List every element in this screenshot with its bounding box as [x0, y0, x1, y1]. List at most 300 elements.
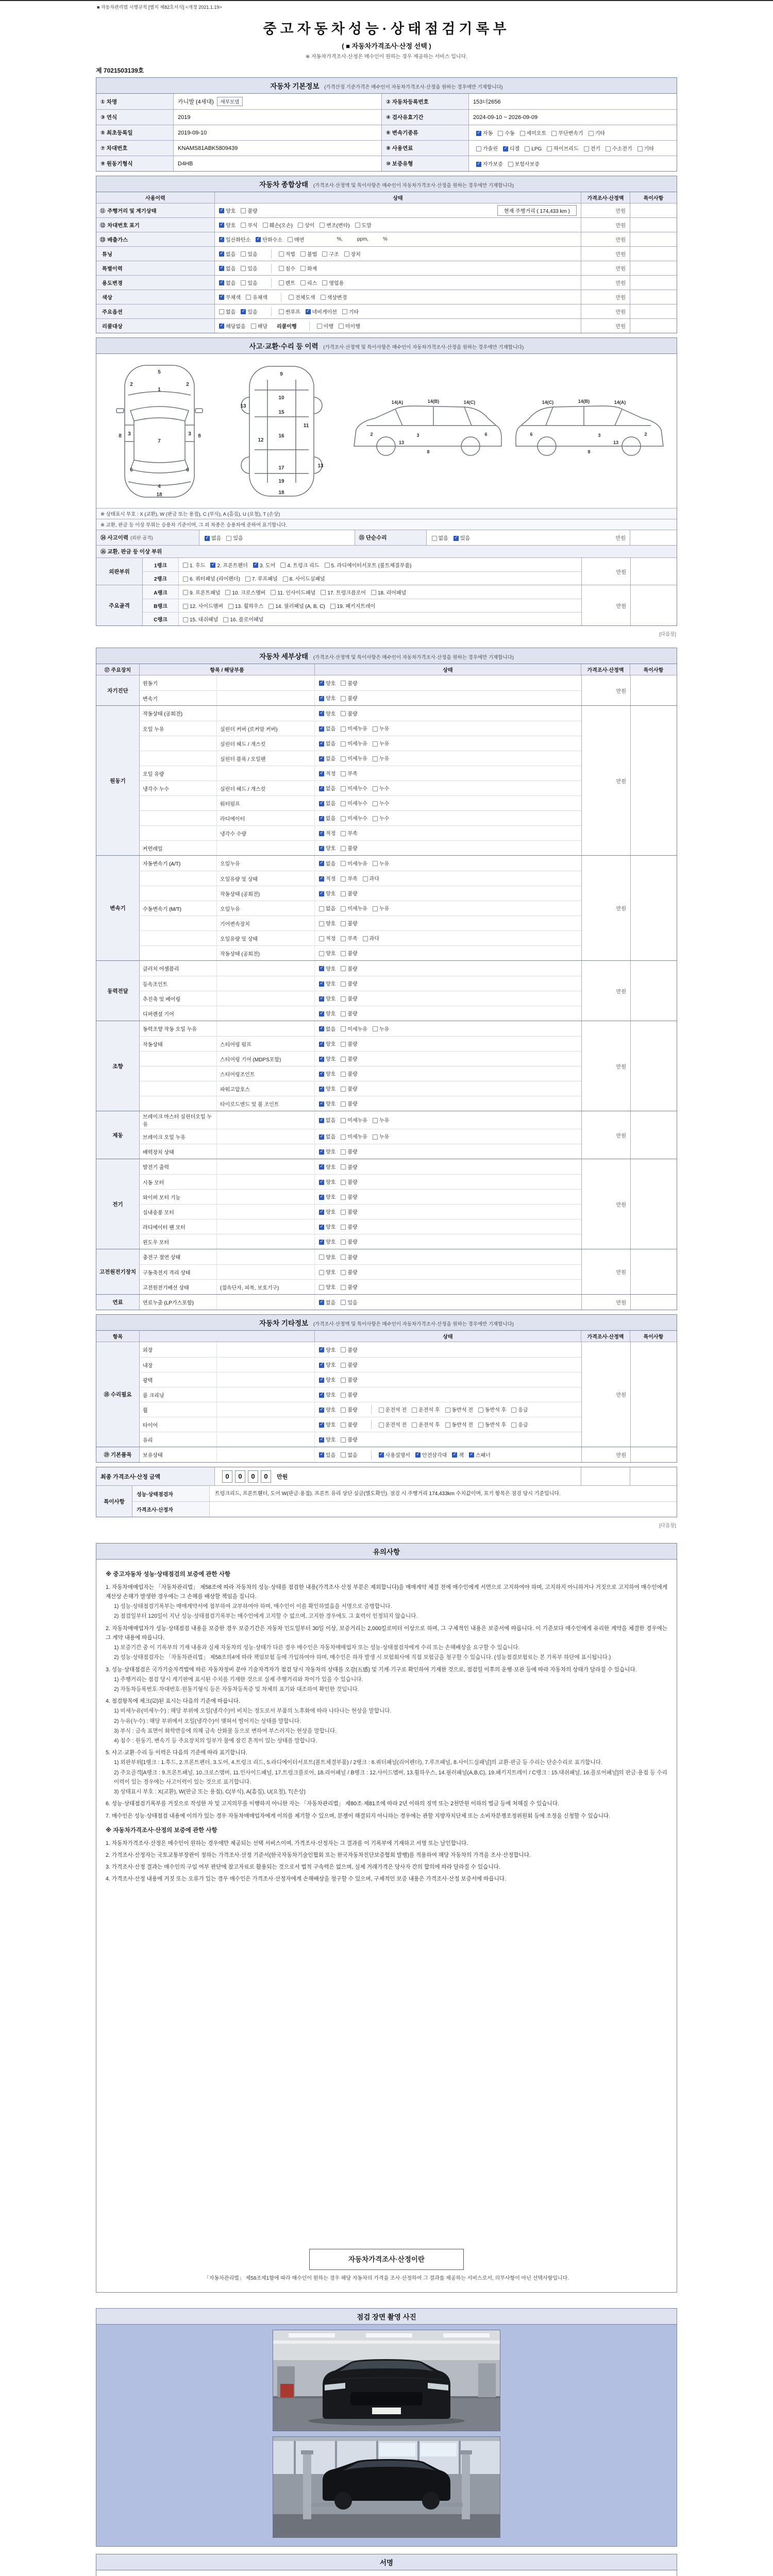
checkbox-option[interactable]	[551, 131, 583, 137]
subitem-label: 작동상태 (공회전)	[217, 946, 315, 960]
option-group	[319, 1009, 363, 1018]
checkbox-option[interactable]	[298, 223, 314, 229]
checkbox-option[interactable]	[341, 1225, 357, 1230]
checkbox-option[interactable]	[363, 936, 379, 942]
checkbox-option[interactable]	[341, 786, 367, 792]
checkbox-option[interactable]	[637, 146, 654, 152]
option-label: 없음	[326, 1118, 336, 1124]
checkbox-option[interactable]	[520, 131, 547, 137]
checkbox-option[interactable]	[341, 981, 357, 987]
checkbox-option[interactable]	[289, 295, 315, 301]
item-state	[315, 871, 581, 886]
basic-info-row	[96, 125, 677, 140]
checkbox-icon	[412, 1422, 417, 1428]
option-group	[319, 693, 363, 703]
checkbox-option[interactable]	[341, 861, 367, 867]
checkbox-option[interactable]	[589, 131, 605, 137]
subitem-label	[217, 1295, 315, 1310]
checkbox-option[interactable]	[319, 1149, 335, 1155]
checkbox-option[interactable]	[219, 295, 241, 301]
checkbox-option[interactable]	[373, 1134, 389, 1140]
checkbox-option[interactable]	[319, 816, 335, 822]
checkbox-option[interactable]	[373, 906, 389, 912]
price-cell: 만원	[581, 706, 630, 855]
option-label: 불량	[347, 1011, 358, 1017]
checkbox-icon	[228, 604, 233, 609]
checkbox-option[interactable]	[363, 876, 379, 882]
notice-subitem-text: 1) 외판부위[1랭크 : 1.후드, 2.프론트펜더, 3.도어, 4.트렁크 리드, 5.라디에이터서포트(볼트체결부품) / 2랭크 : 6.쿼터패널(리어펜더), 7.루프패널, 8.사이드실패널]의 교환·판금 등 수리는 단순수리로 표기합니다.	[114, 1759, 602, 1766]
svg-text:6: 6	[530, 431, 533, 437]
checkbox-option[interactable]	[319, 831, 335, 837]
checkbox-option[interactable]	[183, 561, 205, 569]
notices-body	[96, 1560, 677, 2292]
checkbox-option[interactable]	[319, 1072, 335, 1077]
checkbox-option[interactable]	[319, 1165, 335, 1171]
etc-cell	[630, 1159, 677, 1249]
checkbox-icon	[246, 295, 251, 300]
checkbox-option[interactable]	[547, 146, 578, 152]
checkbox-option[interactable]	[319, 1057, 335, 1062]
checkbox-option[interactable]	[319, 1378, 335, 1383]
item-label: 브레이크 오일 누유	[140, 1129, 217, 1144]
checkbox-option[interactable]	[319, 786, 335, 792]
checkbox-icon	[520, 131, 525, 136]
checkbox-option[interactable]	[511, 1422, 528, 1428]
etc-cell	[630, 1111, 677, 1159]
checkbox-option[interactable]	[341, 1027, 367, 1032]
checkbox-option[interactable]	[341, 816, 367, 822]
field-value-text: 2019-09-10	[178, 129, 207, 136]
item-state	[315, 1052, 581, 1066]
checkbox-option[interactable]	[325, 561, 412, 569]
option-label: 미세누유	[347, 726, 367, 732]
submodel-tag[interactable]: 세부모델	[217, 97, 243, 106]
row-number: ⑬	[100, 238, 106, 243]
checkbox-icon	[183, 604, 188, 609]
checkbox-option[interactable]	[319, 936, 335, 942]
checkbox-option[interactable]	[319, 891, 335, 897]
checkbox-option[interactable]	[183, 615, 218, 623]
checkbox-option[interactable]	[341, 1270, 357, 1276]
checkbox-option[interactable]	[283, 574, 325, 582]
checkbox-option[interactable]	[412, 1408, 440, 1413]
option-group	[319, 1115, 394, 1125]
device-rows	[140, 1295, 581, 1310]
checkbox-option[interactable]	[322, 252, 339, 258]
subitem-label	[217, 1129, 315, 1144]
checkbox-option[interactable]	[373, 1118, 389, 1124]
checkbox-option[interactable]	[373, 861, 389, 867]
checkbox-option[interactable]	[241, 223, 257, 229]
checkbox-option[interactable]	[319, 1118, 335, 1124]
checkbox-option[interactable]	[341, 1363, 357, 1368]
item-label	[140, 946, 217, 960]
checkbox-option[interactable]	[319, 756, 335, 762]
checkbox-option[interactable]	[280, 561, 319, 569]
checkbox-option[interactable]	[341, 1118, 367, 1124]
checkbox-icon	[322, 251, 327, 257]
checkbox-option[interactable]	[341, 1011, 357, 1017]
checkbox-option[interactable]	[319, 726, 335, 732]
checkbox-option[interactable]	[371, 588, 406, 596]
checkbox-option[interactable]	[319, 681, 335, 687]
checkbox-option[interactable]	[319, 1101, 335, 1107]
checkbox-option[interactable]	[341, 831, 357, 837]
checkbox-icon	[263, 223, 268, 228]
checkbox-icon	[341, 981, 346, 987]
checkbox-option[interactable]	[341, 1378, 357, 1383]
checkbox-option[interactable]	[498, 131, 514, 137]
checkbox-option[interactable]	[268, 602, 325, 609]
checkbox-option[interactable]	[341, 681, 357, 687]
checkbox-option[interactable]	[339, 324, 360, 330]
option-label: 불법	[307, 251, 317, 258]
option-label: 양호	[326, 681, 336, 687]
checkbox-option[interactable]	[263, 223, 293, 229]
checkbox-option[interactable]	[453, 534, 470, 541]
checkbox-option[interactable]	[322, 281, 344, 286]
checkbox-icon	[241, 251, 246, 257]
checkbox-option[interactable]	[219, 252, 236, 258]
checkbox-option[interactable]	[319, 1134, 335, 1140]
checkbox-icon	[415, 1452, 421, 1458]
checkbox-option[interactable]	[341, 756, 367, 762]
checkbox-option[interactable]	[319, 1225, 335, 1230]
checkbox-icon	[339, 324, 344, 329]
checkbox-option[interactable]	[341, 846, 357, 852]
checkbox-option[interactable]	[412, 1422, 440, 1428]
checkbox-option[interactable]	[226, 534, 243, 541]
checkbox-option[interactable]	[341, 1149, 357, 1155]
subitem-label: 기어변속장치	[217, 916, 315, 930]
checkbox-option[interactable]	[279, 310, 300, 315]
notice-item-text: 2. 자동차매매업자가 성능·상태점검 내용을 보증한 경우 보증기간은 자동차 인도일부터 30일 이상, 보증거리는 2,000킬로미터 이상으로 하며, 그 구체적인 내용은 보증서에 따릅니다. 이 기준보다 매수인에게 유리한 계약을 체결한 경우에는 그 계약 내용에 따릅니다.	[106, 1625, 667, 1641]
checkbox-option[interactable]	[341, 1348, 357, 1353]
notices-section	[96, 1543, 677, 2293]
checkbox-option[interactable]	[319, 1042, 335, 1047]
checkbox-option[interactable]	[341, 1195, 357, 1200]
checkbox-option[interactable]	[319, 846, 335, 852]
subitem-label	[217, 1447, 315, 1462]
checkbox-icon	[330, 604, 335, 609]
checkbox-option[interactable]	[341, 1134, 367, 1140]
checkbox-icon	[241, 208, 246, 213]
checkbox-option[interactable]	[321, 295, 347, 301]
checkbox-option[interactable]	[341, 771, 357, 777]
checkbox-option[interactable]	[279, 252, 295, 258]
next-page-link[interactable]: [다음장]	[659, 1523, 676, 1529]
option-group	[219, 293, 273, 302]
checkbox-icon	[373, 1026, 378, 1031]
checkbox-option[interactable]	[341, 1300, 357, 1306]
checkbox-option[interactable]	[271, 588, 315, 596]
option-group	[319, 1024, 394, 1033]
checkbox-option[interactable]	[341, 906, 367, 912]
checkbox-option[interactable]	[228, 602, 263, 609]
option-group	[319, 1298, 363, 1307]
price-cell: 만원	[581, 1447, 630, 1462]
checkbox-option[interactable]	[306, 310, 337, 315]
checkbox-option[interactable]	[219, 266, 236, 272]
checkbox-option[interactable]	[379, 1422, 407, 1428]
checkbox-option[interactable]	[251, 324, 267, 330]
checkbox-option[interactable]	[341, 1422, 357, 1428]
checkbox-option[interactable]	[606, 146, 632, 152]
checkbox-option[interactable]	[317, 324, 333, 330]
checkbox-option[interactable]	[321, 588, 366, 596]
checkbox-option[interactable]	[379, 1408, 407, 1413]
checkbox-option[interactable]	[373, 1027, 389, 1032]
device-row	[140, 1051, 581, 1066]
checkbox-option[interactable]	[319, 1393, 335, 1398]
option-label: 불량	[347, 966, 358, 972]
checkbox-option[interactable]	[241, 281, 257, 286]
item-state	[315, 1432, 581, 1447]
checkbox-option[interactable]	[245, 574, 278, 582]
checkbox-option[interactable]	[279, 281, 295, 286]
option-label: 수동	[505, 131, 515, 137]
checkbox-option[interactable]	[219, 281, 236, 286]
parts-title: ⑯ 교환, 판금 등 이상 부위	[96, 546, 677, 558]
svg-text:18: 18	[278, 489, 284, 496]
checkbox-icon	[319, 1408, 324, 1413]
checkbox-option[interactable]	[476, 131, 493, 137]
next-page-link[interactable]: [다음장]	[659, 632, 676, 637]
checkbox-option[interactable]	[373, 741, 389, 747]
checkbox-option[interactable]	[319, 1363, 335, 1368]
checkbox-option[interactable]	[183, 574, 240, 582]
option-label: 누수	[379, 801, 390, 807]
checkbox-option[interactable]	[246, 295, 267, 301]
checkbox-option[interactable]	[341, 726, 367, 732]
field-label: ⑤ 최초등록일	[96, 125, 174, 140]
checkbox-option[interactable]	[373, 786, 389, 792]
checkbox-option[interactable]	[319, 1300, 335, 1306]
col-header-state: 상태	[215, 192, 581, 203]
checkbox-option[interactable]	[341, 1408, 357, 1413]
checkbox-option[interactable]	[373, 756, 389, 762]
option-label: 운전석 전	[385, 1408, 407, 1413]
checkbox-option[interactable]	[319, 741, 335, 747]
field-label: ⑨ 원동기형식	[96, 156, 174, 171]
checkbox-icon	[319, 786, 324, 791]
checkbox-option[interactable]	[300, 252, 317, 258]
checkbox-icon	[511, 1422, 516, 1428]
checkbox-option[interactable]	[319, 906, 335, 912]
checkbox-option[interactable]	[469, 1453, 491, 1459]
row-label-text: 주행거리 및 계기상태	[107, 209, 157, 214]
device-row	[140, 1021, 581, 1036]
checkbox-option[interactable]	[373, 816, 389, 822]
checkbox-option[interactable]	[319, 1180, 335, 1185]
notice-item-text: 4. 점검항목에 체크(☑)된 표시는 다음의 기준에 따릅니다.	[106, 1698, 240, 1705]
checkbox-option[interactable]	[319, 1285, 335, 1291]
etc-cell	[630, 1467, 677, 1485]
checkbox-option[interactable]	[344, 252, 361, 258]
checkbox-option[interactable]	[341, 1210, 357, 1215]
option-group	[319, 874, 384, 883]
checkbox-option[interactable]	[341, 936, 357, 942]
checkbox-option[interactable]	[241, 252, 257, 258]
checkbox-option[interactable]	[341, 1393, 357, 1398]
checkbox-option[interactable]	[341, 1042, 357, 1047]
checkbox-option[interactable]	[503, 146, 519, 152]
checkbox-icon	[251, 324, 256, 329]
checkbox-option[interactable]	[256, 238, 282, 243]
item-state	[315, 1081, 581, 1096]
checkbox-option[interactable]	[319, 1011, 335, 1017]
checkbox-option[interactable]	[241, 266, 257, 272]
checkbox-option[interactable]	[341, 696, 357, 702]
section-note: (가격조사·산정액 및 특이사항은 매수인이 자동차가격조사·산정을 원하는 경우에만 기재합니다)	[313, 1321, 514, 1327]
checkbox-option[interactable]	[210, 561, 247, 569]
checkbox-option[interactable]	[320, 223, 349, 229]
option-label: 기타	[348, 309, 359, 315]
checkbox-option[interactable]	[341, 951, 357, 957]
checkbox-option[interactable]	[183, 588, 220, 596]
item-label: 라디에이터 팬 모터	[140, 1219, 217, 1234]
checkbox-option[interactable]	[319, 861, 335, 867]
checkbox-option[interactable]	[319, 1027, 335, 1032]
checkbox-icon	[525, 146, 530, 151]
checkbox-option[interactable]	[342, 310, 359, 315]
subitem-label	[217, 1234, 315, 1249]
checkbox-option[interactable]	[319, 996, 335, 1002]
checkbox-option[interactable]	[341, 1240, 357, 1245]
item-label: 커먼레일	[140, 841, 217, 855]
checkbox-option[interactable]	[319, 1437, 335, 1443]
checkbox-option[interactable]	[219, 324, 246, 330]
option-label: 운전석 후	[418, 1422, 440, 1428]
checkbox-option[interactable]	[319, 1210, 335, 1215]
checkbox-option[interactable]	[341, 1165, 357, 1171]
checkbox-option[interactable]	[415, 1453, 447, 1459]
option-label: 누유	[379, 1026, 390, 1032]
checkbox-option[interactable]	[341, 996, 357, 1002]
checkbox-option[interactable]	[341, 891, 357, 897]
checkbox-option[interactable]	[219, 223, 236, 229]
checkbox-option[interactable]	[319, 951, 335, 957]
option-label: 누유	[379, 741, 390, 747]
checkbox-option[interactable]	[319, 1255, 335, 1261]
checkbox-option[interactable]	[508, 162, 540, 167]
checkbox-option[interactable]	[341, 741, 367, 747]
checkbox-icon	[445, 1422, 450, 1428]
checkbox-option[interactable]	[319, 1087, 335, 1092]
other-group-name: ⑲ 기본품목	[96, 1447, 140, 1462]
checkbox-option[interactable]	[379, 1453, 410, 1459]
checkbox-option[interactable]	[355, 223, 372, 229]
checkbox-option[interactable]	[341, 876, 357, 882]
option-group	[319, 1222, 363, 1231]
checkbox-option[interactable]	[341, 1101, 357, 1107]
checkbox-option[interactable]	[319, 801, 335, 807]
checkbox-icon	[373, 741, 378, 747]
checkbox-option[interactable]	[223, 615, 263, 623]
checkbox-option[interactable]	[319, 1408, 335, 1413]
checkbox-option[interactable]	[525, 146, 542, 152]
checkbox-option[interactable]	[319, 921, 335, 927]
checkbox-option[interactable]	[319, 1270, 335, 1276]
checkbox-option[interactable]	[341, 1057, 357, 1062]
checkbox-option[interactable]	[511, 1408, 528, 1413]
checkbox-option[interactable]	[219, 238, 250, 243]
checkbox-option[interactable]	[341, 921, 357, 927]
notice-item-text: 3. 성능·상태점검은 국가기술자격법에 따른 자동차정비 분야 기술자격자가 점검 당시 자동차의 상태를 오감(五感) 및 기계·기구로 확인하여 기재한 것으로, 점검일 이후의 운행·보관 등에 따라 자동차의 상태가 달라질 수 있습니다.	[106, 1666, 637, 1673]
other-row	[140, 1342, 581, 1357]
checkbox-option[interactable]	[373, 726, 389, 732]
checkbox-option[interactable]	[341, 1437, 357, 1443]
checkbox-option[interactable]	[330, 602, 376, 609]
checkbox-option[interactable]	[476, 146, 498, 152]
checkbox-option[interactable]	[319, 1348, 335, 1353]
checkbox-icon	[320, 223, 325, 228]
checkbox-option[interactable]	[300, 266, 317, 272]
checkbox-option[interactable]	[219, 310, 236, 315]
checkbox-option[interactable]	[341, 801, 367, 807]
checkbox-option[interactable]	[319, 981, 335, 987]
checkbox-option[interactable]	[478, 1422, 506, 1428]
checkbox-option[interactable]	[341, 1072, 357, 1077]
checkbox-option[interactable]	[476, 162, 503, 167]
checkbox-option[interactable]	[319, 1195, 335, 1200]
checkbox-icon	[341, 1026, 346, 1031]
checkbox-option[interactable]	[319, 696, 335, 702]
checkbox-option[interactable]	[341, 1453, 357, 1459]
svg-text:2: 2	[370, 431, 373, 437]
photos-section	[96, 2308, 677, 2547]
checkbox-option[interactable]	[319, 1240, 335, 1245]
checkbox-option[interactable]	[319, 711, 335, 717]
checkbox-option[interactable]	[288, 238, 304, 243]
checkbox-option[interactable]	[341, 1087, 357, 1092]
checkbox-option[interactable]	[341, 967, 357, 972]
checkbox-option[interactable]	[341, 1285, 357, 1291]
checkbox-option[interactable]	[319, 1422, 335, 1428]
option-group	[476, 144, 659, 152]
checkbox-option[interactable]	[452, 1453, 464, 1459]
item-state	[315, 691, 581, 705]
checkbox-option[interactable]	[183, 602, 223, 609]
checkbox-option[interactable]	[319, 876, 335, 882]
checkbox-option[interactable]	[445, 1422, 473, 1428]
checkbox-option[interactable]	[445, 1408, 473, 1413]
checkbox-option[interactable]	[341, 711, 357, 717]
checkbox-option[interactable]	[319, 967, 335, 972]
checkbox-option[interactable]	[432, 534, 448, 541]
checkbox-option[interactable]	[279, 266, 295, 272]
checkbox-option[interactable]	[241, 310, 257, 315]
checkbox-option[interactable]	[241, 209, 257, 214]
checkbox-option[interactable]	[225, 588, 265, 596]
checkbox-option[interactable]	[205, 534, 221, 541]
checkbox-option[interactable]	[253, 561, 275, 569]
checkbox-option[interactable]	[341, 1180, 357, 1185]
col-header-item: 사용이력	[96, 192, 215, 203]
checkbox-option[interactable]	[300, 281, 317, 286]
device-row	[140, 675, 581, 690]
checkbox-option[interactable]	[319, 771, 335, 777]
checkbox-option[interactable]	[219, 209, 236, 214]
checkbox-icon	[319, 1300, 324, 1305]
checkbox-option[interactable]	[373, 801, 389, 807]
checkbox-option[interactable]	[478, 1408, 506, 1413]
remarks-text	[210, 1502, 677, 1517]
item-label	[140, 736, 217, 751]
checkbox-option[interactable]	[341, 1255, 357, 1261]
checkbox-option[interactable]	[319, 1453, 335, 1459]
checkbox-option[interactable]	[584, 146, 600, 152]
